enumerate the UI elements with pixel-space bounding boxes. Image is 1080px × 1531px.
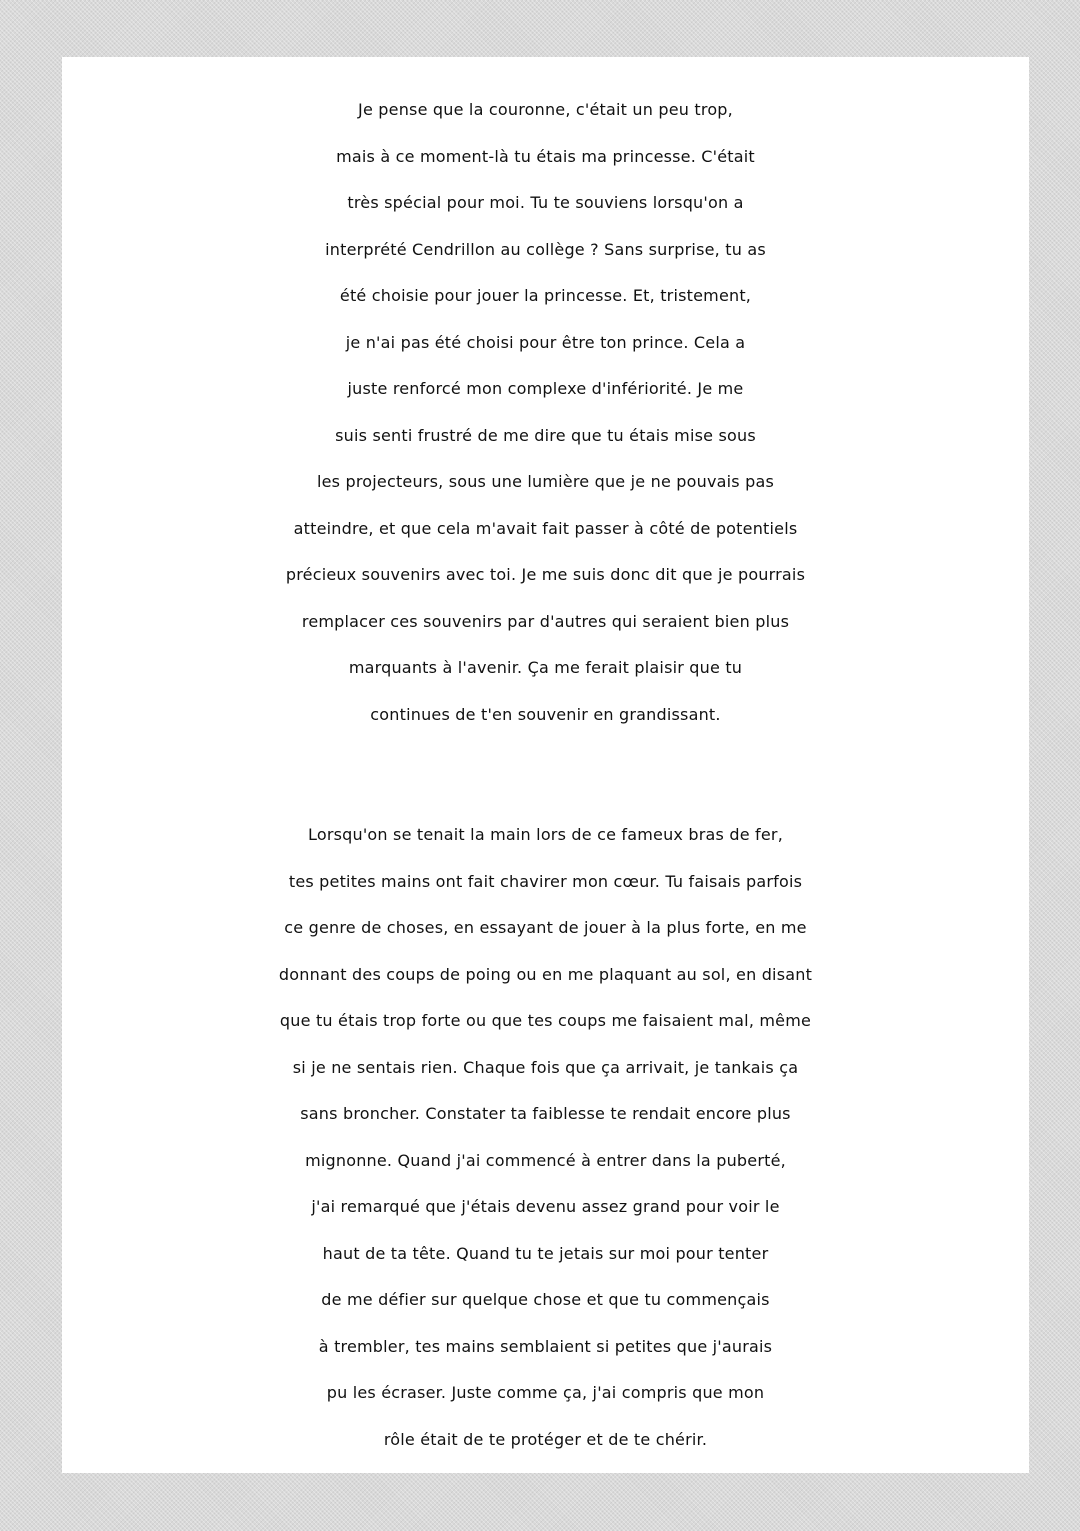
text-line: donnant des coups de poing ou en me plaquant au sol, en disant — [278, 964, 813, 984]
text-line: suis senti frustré de me dire que tu étais mise sous — [335, 425, 756, 445]
text-line: que tu étais trop forte ou que tes coups me faisaient mal, même — [279, 1011, 812, 1030]
text-line: précieux souvenirs avec toi. Je me suis donc dit que je pourrais — [285, 565, 806, 584]
text-line: atteindre, et que cela m'avait fait passer à côté de potentiels — [293, 518, 798, 538]
paragraph-2 — [62, 812, 1029, 1463]
text-line: de me défier sur quelque chose et que tu commençais — [321, 1290, 770, 1309]
text-line: si je ne sentais rien. Chaque fois que ça arrivait, je tankais ça — [292, 1057, 799, 1077]
paragraph-1 — [62, 87, 1029, 738]
text-line: été choisie pour jouer la princesse. Et, tristement, — [339, 286, 752, 305]
document-page — [62, 57, 1029, 1473]
text-line: je n'ai pas été choisi pour être ton prince. Cela a — [345, 332, 746, 352]
text-line: les projecteurs, sous une lumière que je ne pouvais pas — [316, 472, 775, 491]
text-line: tes petites mains ont fait chavirer mon cœur. Tu faisais parfois — [288, 871, 803, 891]
text-line: sans broncher. Constater ta faiblesse te rendait encore plus — [300, 1104, 791, 1123]
text-line: j'ai remarqué que j'étais devenu assez grand pour voir le — [311, 1197, 780, 1216]
text-line: interprété Cendrillon au collège ? Sans surprise, tu as — [325, 239, 766, 259]
text-line: marquants à l'avenir. Ça me ferait plaisir que tu — [348, 658, 743, 677]
text-line: à trembler, tes mains semblaient si petites que j'aurais — [318, 1336, 773, 1356]
text-line: rôle était de te protéger et de te chérir. — [383, 1429, 708, 1449]
text-line: très spécial pour moi. Tu te souviens lorsqu'on a — [347, 193, 744, 212]
text-line: juste renforcé mon complexe d'infériorité. Je me — [347, 379, 744, 398]
text-line: mais à ce moment-là tu étais ma princesse. C'était — [336, 146, 755, 166]
text-line: Lorsqu'on se tenait la main lors de ce fameux bras de fer, — [308, 825, 783, 844]
text-line: ce genre de choses, en essayant de jouer à la plus forte, en me — [284, 918, 807, 937]
text-line: haut de ta tête. Quand tu te jetais sur moi pour tenter — [322, 1243, 769, 1263]
text-line: remplacer ces souvenirs par d'autres qui seraient bien plus — [301, 611, 790, 631]
text-line: continues de t'en souvenir en grandissant. — [370, 704, 721, 724]
text-line: pu les écraser. Juste comme ça, j'ai compris que mon — [326, 1383, 765, 1402]
text-line: mignonne. Quand j'ai commencé à entrer dans la puberté, — [305, 1150, 786, 1170]
text-line: Je pense que la couronne, c'était un peu trop, — [358, 100, 733, 119]
